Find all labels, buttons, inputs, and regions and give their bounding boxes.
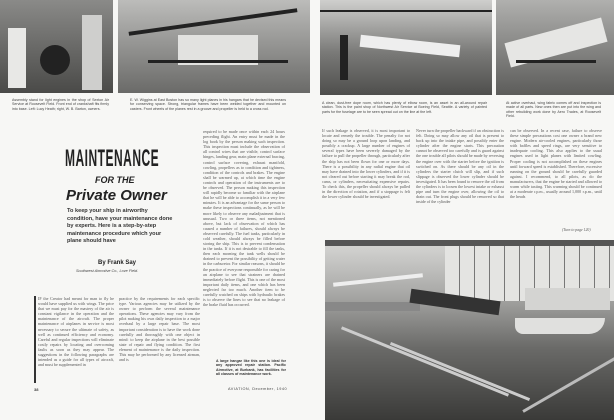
- article-deck: To keep your ship in airworthy condition, have your maintenance done by experts. Here is a step-by-step maintenance procedure which your plane should have: [67, 208, 173, 244]
- body-column-5: Never turn the propeller backward if an obstruction is felt. Doing so may allow any oil that is present to back up into the intake pipe, and possibly enter the cylinder after the engine starts. This precaution cannot be observed too carefully and is guard against the one trouble all pilots should be made by reversing the engine over with the starter before the ignition is switched on. As there should be any oil in the cylinders the starter clutch will slip, and if such slippage is observed the lower cylinder should be investigated. It has been found to remove the oil from the cylinders is to loosen the lowest intake or exhaust pipe and turn the engine over, allowing the oil to drain out. The front plugs should be removed so that inside of the cylinder: [416, 128, 504, 205]
- caption-photo3: A clean, dust-free dope room, which has plenty of elbow room, is an asset in an all-around repair station. This is the paint shop of Northwest Air Service at Boeing Field, Seattle. A variety of painted parts for the fuselage are to be seen spread out on the line at the left.: [322, 101, 487, 114]
- photo-dope-room: [320, 0, 492, 95]
- page-number: 38: [34, 387, 39, 392]
- article-title-for: FOR THE: [95, 175, 135, 185]
- caption-hangar: A large hangar like this one is ideal for any approved repair station. Pacific Airmotive, at Burbank, has facilities for all classes of maintenance work.: [216, 359, 286, 377]
- caption-photo4: At active overhaul, wing fabric comes off and inspection is made of all parts. New ones then are put into the wing and other rebuilding work done by Aero Trades, at Roosevelt Field.: [506, 101, 601, 119]
- photo-engine-assembly-stand: [0, 0, 113, 93]
- byline: By Frank Say: [98, 260, 137, 266]
- body-column-2: practice by the requirements for each specific type. Various agencies may be utilized by the owner to perform the several maintenance operations. These agencies may vary from the pilot making his own daily inspection to a major overhaul by a large repair base. The most important consideration is to have the work done carefully and thoroughly with one object in mind: to keep the airplane in the best possible state of repair and flying condition. The first element of maintenance is the daily inspection. This may be performed by any licensed airman, and is: [119, 296, 200, 363]
- photo-stacked-light-planes: [118, 0, 310, 93]
- body-column-4: If such leakage is observed, it is most important to locate and remedy the trouble. The penalty for not doing so may be a ground loop upon landing, and possibly a crackup. A large number of engines of several types have been severely damaged by the failure to pull the propeller through, particularly after the ship has not been flown for one or more days. There is a possibility in any radial engine that oil may have drained into the lower cylinders, and if it is not cleared out before starting it may break the rod, cams, or cylinders, necessitating expensive repairs. To check this, the propeller should always be pulled in the direction of rotation, and if a stoppage is felt the lower cylinder should be investigated.: [322, 128, 410, 200]
- body-column-6: can be observed. In a recent case, failure to observe these simple precautions cost one owner a brand new engine. Modern air-cooled engines, particularly those with baffles and speed rings, are very sensitive to inadequate cooling. This also applies to the usual engines used in light planes with limited cowling. Proper cooling is not accomplished on these engines until forward speed is established. Therefore, excessive running on the ground should be carefully guarded against. I recommend, to all pilots, as do the manufacturers, that the engine be started and allowed to warm while taxiing. This warming should be continued at a moderate r.p.m., usually around 1,000 r.p.m., until the heads: [510, 128, 602, 200]
- body-column-1: IF the Creator had meant for man to fly he would have supplied us with wings. The price that we must pay for the mastery of the air is constant vigilance in the operation and the maintenance of the aircraft. The proper maintenance of airplanes in service is most necessary to secure the ultimate of safety, as well as continued efficiency and economy. Careful and regular inspections will eliminate costly repairs by locating and overcoming faults as soon as they may appear. The suggestions in the following paragraphs are intended as a guide for all types of aircraft, and must be supplemented in: [34, 296, 114, 383]
- magazine-footer: AVIATION, December, 1940: [228, 387, 288, 391]
- body-column-3: required to be made once within each 24 hours preceding flight. An entry must be made in the log book by the person making such inspection. This inspection must include the observation of all control wires that are visible, control surface hinges, landing gear, main plane external bracing, control surface covering, exhaust manifold, cowling, propellers as to condition and tightness, condition of the controls and brakes. The engine shall be warmed up, at which time the engine controls and operation of the instruments are to be observed. The person making this inspection will rapidly become so familiar with the airplane that he will be able to accomplish it in a very few minutes. It is an advantage for the same person to make these inspections continually, as he will be more likely to observe any maladjustment that is unusual. Two or three items, not mentioned above, but lack of observation of which has caused a number of failures, should always be observed carefully. The fuel tanks, particularly in cold weather, should always be filled before storing the ship. This is to prevent condensation in the tanks. If it is not desirable to fill the tanks, then each morning the tank wells should be drained to prevent the possibility of getting water in the carburetor. For similar reasons, it should be the practice of everyone responsible for caring for an airplane to see that strainers are drained immediately before flight. This is one of the most important daily items, and one which has been neglected far too much. Another item to be carefully watched on ships with hydraulic brakes is to observe the lines to see that no leakage of the brake fluid has occurred.: [203, 129, 285, 308]
- caption-photo2: E. W. Wiggins at East Boston has so many light planes in his hangars that he devised this means for conserving space. Strong, triangular frames have been welded together and mounted on casters. Front wheels of the planes rest in a groove and propeller is held to a cross rod.: [130, 98, 286, 111]
- continued-note: (Turn to page 120): [562, 228, 591, 232]
- caption-photo1: Assembly stand for light engines in the shop of Sexton Air Service at Roosevelt Field. Front end of crankshaft fits firmly into base. Left: Lucy Heath; right, W. B. Barton, owners.: [12, 98, 109, 111]
- photo-wing-overhaul: [496, 0, 614, 95]
- affiliation: Southwest Airmotive Co., Love Field.: [76, 269, 139, 273]
- article-subtitle: Private Owner: [66, 187, 167, 204]
- article-title: MAINTENANCE: [65, 145, 160, 172]
- photo-large-hangar: [325, 240, 614, 420]
